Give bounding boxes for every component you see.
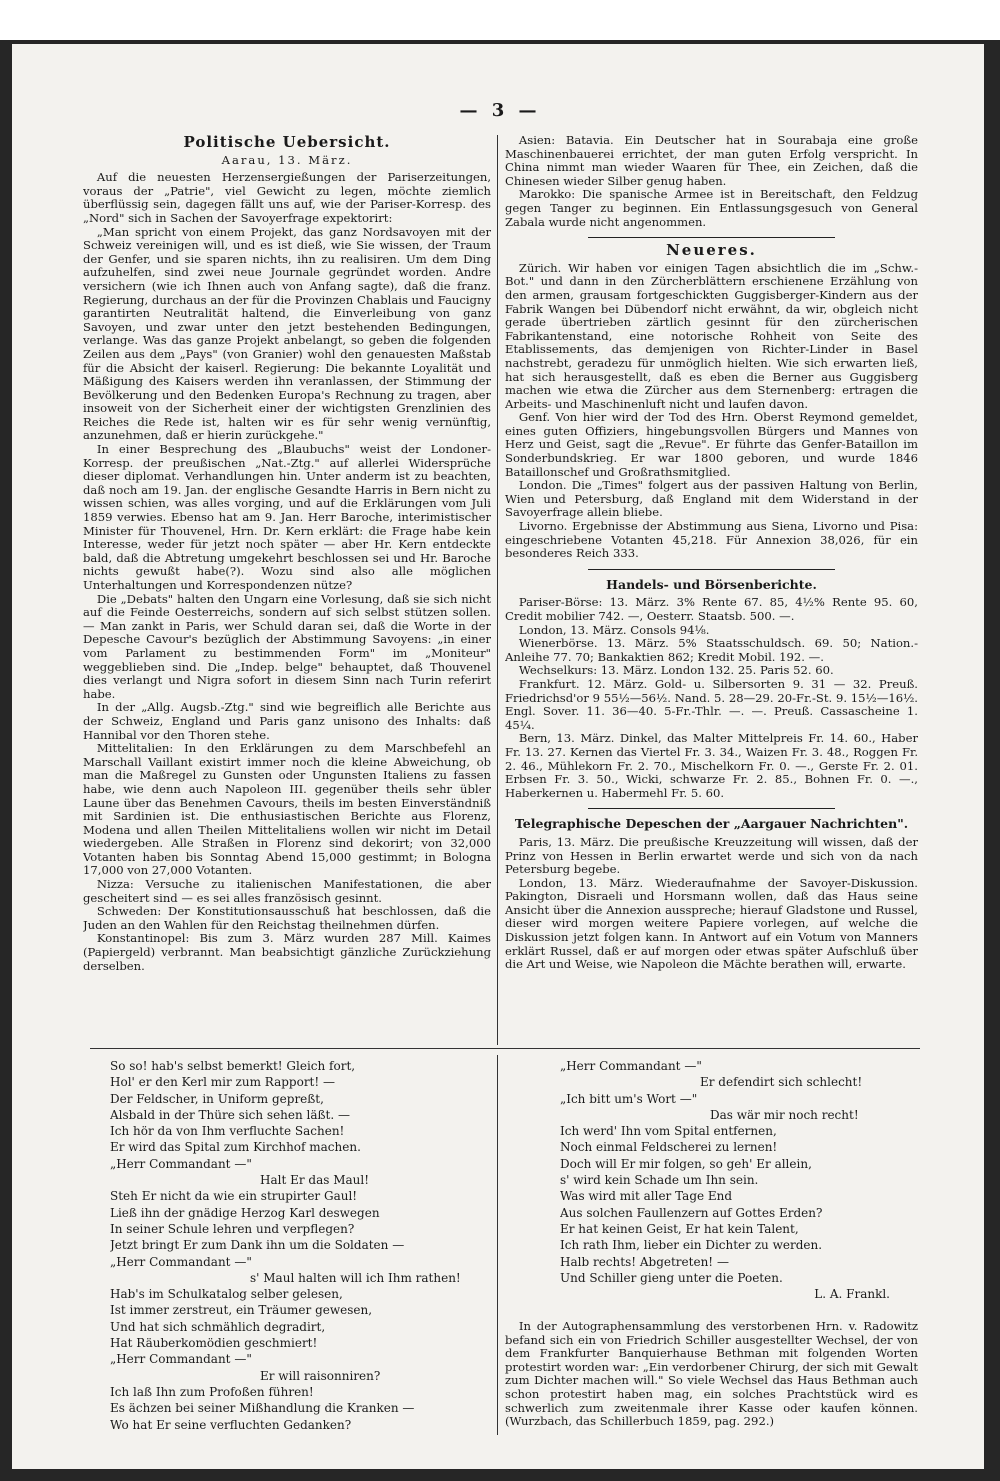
section-divider	[90, 1048, 920, 1049]
poem-line: Alsbald in der Thüre sich sehen läßt. —	[110, 1107, 351, 1122]
poem-line: Noch einmal Feldscherei zu lernen!	[560, 1140, 778, 1155]
poem-line: „Herr Commandant —"	[110, 1254, 252, 1269]
poem-left	[110, 1058, 490, 1438]
poem-line: Und Schiller gieng unter die Poeten.	[560, 1270, 783, 1285]
section-rule	[588, 569, 836, 570]
section-rule	[588, 237, 836, 238]
poem-line: Es ächzen bei seiner Mißhandlung die Kranken —	[110, 1401, 415, 1416]
poem-line: Aus solchen Faullenzern auf Gottes Erden?	[560, 1205, 823, 1220]
poem-line: Ich hör da von Ihm verfluchte Sachen!	[110, 1124, 345, 1139]
market-paragraph: Pariser-Börse: 13. März. 3% Rente 67. 85, 4½% Rente 95. 60, Credit mobilier 742. —, Oesterr. Staatsb. 500. —.	[505, 595, 918, 623]
article-paragraph: In der „Allg. Augsb.-Ztg." sind wie begreiflich alle Berichte aus der Schweiz, England und Paris ganz unisono des Inhalts: daß Hannibal vor den Thoren stehe.	[83, 700, 491, 742]
poem-line: s' Maul halten will ich Ihm rathen!	[250, 1270, 461, 1285]
telegraph-paragraph: London, 13. März. Wiederaufnahme der Savoyer-Diskussion. Pakington, Disraeli und Horsmann wollen, daß das Haus seine Ansicht über die Annexion ausspreche; hierauf Gladstone und Russel, dieser wird morgen weitere Papiere vorlegen, auf welche die Diskussion jetzt folgen kann. In Antwort auf ein Votum von Manners erklärt Russel, daß er auf morgen oder etwas später Aufschluß über die Art und Weise, wie Napoleon die Mächte berathen will, erwarte.	[505, 875, 918, 972]
poem-column-divider	[497, 1055, 498, 1435]
poem-line: In seiner Schule lehren und verpflegen?	[110, 1221, 355, 1236]
poem-signature: L. A. Frankl.	[814, 1287, 890, 1302]
poem-line: Und hat sich schmählich degradirt,	[110, 1319, 326, 1334]
poem-line: Ich rath Ihm, lieber ein Dichter zu werden.	[560, 1238, 823, 1253]
poem-line: Er will raisonniren?	[260, 1368, 381, 1383]
poem-line: „Herr Commandant —"	[110, 1156, 252, 1171]
market-paragraph: Wienerbörse. 13. März. 5% Staatsschuldsch. 69. 50; Nation.-Anleihe 77. 70; Bankaktien 862; Kredit Mobil. 192. —.	[505, 636, 918, 664]
article-paragraph: Konstantinopel: Bis zum 3. März wurden 287 Mill. Kaimes (Papiergeld) verbrannt. Man beabsichtigt gänzliche Zurückziehung derselben.	[83, 931, 491, 973]
poem-line: Er defendirt sich schlecht!	[700, 1075, 863, 1090]
news-paragraph: Zürich. Wir haben vor einigen Tagen absichtlich die im „Schw.-Bot." und dann in den Zürcherblättern erschienene Erzählung von den armen, grausam fortgeschickten Guggisberger-Kindern aus der Fabrik Wangen bei Dübendorf nicht erwähnt, da wir, obgleich nicht gerade übertrieben zärtlich gesinnt für den zürcherischen Fabrikantenstand, eine notorische Rohheit von Seite des Etablissements, das demjenigen von Richter-Linder in Basel nachstrebt, geradezu für unmöglich hielten. Wie sich erwarten ließ, hat sich herausgestellt, daß es eben die Berner aus Guggisberg machen wie etwa die Zürcher aus dem Sternenberg: ertragen die Arbeits- und Maschinenluft nicht und laufen davon.	[505, 260, 918, 411]
telegraph-paragraph: Paris, 13. März. Die preußische Kreuzzeitung will wissen, daß der Prinz von Hessen in Berlin erwartet werde und sich von da nach Petersburg begebe.	[505, 834, 918, 877]
market-paragraph: Frankfurt. 12. März. Gold- u. Silbersorten 9. 31 — 32. Preuß. Friedrichsd'or 9 55½—56½. Nand. 5. 28—29. 20-Fr.-St. 9. 15½—16½. Engl. Sover. 11. 36—40. 5-Fr.-Thlr. —. —. Preuß. Cassascheine 1. 45¼.	[505, 676, 918, 732]
poem-line: Er wird das Spital zum Kirchhof machen.	[110, 1140, 361, 1155]
section-rule	[588, 808, 836, 809]
poem-line: „Herr Commandant —"	[560, 1059, 702, 1073]
poem-line: Ist immer zerstreut, ein Träumer gewesen,	[110, 1303, 373, 1318]
heading-telegraphische-depeschen: Telegraphische Depeschen der „Aargauer Nachrichten".	[514, 816, 909, 832]
left-column	[83, 134, 491, 1044]
right-column	[505, 134, 918, 1044]
article-paragraph: Mittelitalien: In den Erklärungen zu dem Marschbefehl an Marschall Vaillant existirt immer noch die kleine Abweichung, ob man die Maßregel zu Gunsten oder Ungunsten Italiens zu fassen habe, wie denn auch Napoleon III. gegenüber theils sehr übler Laune über das Benehmen Cavours, theils im besten Einverständniß mit Sardinien ist. Die enthusiastischen Berichte aus Florenz, Modena und allen Theilen Mittelitaliens wollen wir nicht im Detail wiedergeben. Alle Straßen in Florenz sind dekorirt; von 32,000 Votanten haben bis Sonntag Abend 15,000 gestimmt; in Bologna 17,000 von 27,000 Votanten.	[83, 741, 491, 878]
article-paragraph: Die „Debats" halten den Ungarn eine Vorlesung, daß sie sich nicht auf die Feinde Oesterreichs, sondern auf sich selbst stützen sollen. — Man zankt in Paris, wer Schuld daran sei, daß die Worte in der Depesche Cavour's bezüglich der Abstimmung Savoyens: „in einer vom Parlament zu bestimmenden Form" im „Moniteur" weggeblieben sind. Die „Indep. belge" behauptet, daß Thouvenel dies verlangt und Nigra sofort in diesem Sinn nach Turin referirt habe.	[83, 591, 491, 701]
article-paragraph: Asien: Batavia. Ein Deutscher hat in Sourabaja eine große Maschinenbauerei errichtet, der man guten Erfolg verspricht. In China nimmt man wieder Waaren für Thee, ein Zeichen, daß die Chinesen wieder Silber genug haben.	[505, 134, 918, 188]
poem-line: Ich laß Ihn zum Profoßen führen!	[110, 1384, 314, 1399]
article-paragraph: Marokko: Die spanische Armee ist in Bereitschaft, den Feldzug gegen Tanger zu beginnen. Ein Entlassungsgesuch von General Zabala wurde nicht angenommen.	[505, 187, 918, 229]
market-paragraph: Bern, 13. März. Dinkel, das Malter Mittelpreis Fr. 14. 60., Haber Fr. 13. 27. Kernen das Viertel Fr. 3. 34., Waizen Fr. 3. 48., Roggen Fr. 2. 46., Mühlekorn Fr. 2. 70., Mischelkorn Fr. 0. —., Gerste Fr. 2. 01. Erbsen Fr. 3. 50., Wicki, schwarze Fr. 2. 85., Bohnen Fr. 0. —., Haberkernen u. Habermehl Fr. 5. 60.	[505, 731, 918, 800]
heading-handels-boersenberichte: Handels- und Börsenberichte.	[606, 576, 817, 592]
heading-politische-uebersicht: Politische Uebersicht.	[183, 134, 391, 151]
news-paragraph: London. Die „Times" folgert aus der passiven Haltung von Berlin, Wien und Petersburg, daß England mit dem Widerstand in der Savoyerfrage allein bliebe.	[505, 478, 918, 520]
poem-line: Das wär mir noch recht!	[710, 1107, 859, 1122]
poem-line: „Ich bitt um's Wort —"	[560, 1091, 698, 1106]
poem-line: Steh Er nicht da wie ein strupirter Gaul!	[110, 1189, 358, 1204]
poem-line: „Herr Commandant —"	[110, 1352, 252, 1367]
poem-line: Der Feldscher, in Uniform gepreßt,	[110, 1091, 324, 1106]
poem-line: Hol' er den Kerl mir zum Rapport! —	[110, 1075, 336, 1090]
page-number: — 3 —	[459, 100, 541, 121]
poem-right	[560, 1058, 920, 1308]
column-divider	[497, 135, 498, 1045]
market-paragraph: Wechselkurs: 13. März. London 132. 25. Paris 52. 60.	[518, 663, 834, 678]
news-paragraph: Livorno. Ergebnisse der Abstimmung aus Siena, Livorno und Pisa: eingeschriebene Votanten 45,218. Für Annexion 38,026, für ein besonderes Reich 333.	[505, 519, 918, 561]
poem-line: Was wird mit aller Tage End	[560, 1189, 733, 1204]
article-paragraph: In einer Besprechung des „Blaubuchs" weist der Londoner-Korresp. der preußischen „Nat.-Ztg." auf allerlei Widersprüche dieser diplomat. Verhandlungen hin. Unter anderm ist zu beachten, daß noch am 19. Jan. der englische Gesandte Harris in Bern nicht zu wissen schien, was alles vorging, und auf die Erklärungen vom Juli 1859 verwies. Ebenso hat am 9. Jan. Herr Baroche, interimistischer Minister für Thouvenel, Hrn. Dr. Kern erklärt: die Frage habe kein Interesse, weder für jetzt noch später — aber Hr. Kern entdeckte bald, daß die Abtretung umgekehrt beschlossen sei und Hr. Baroche nichts gewußt habe(?). Wozu sind also alle möglichen Unterhaltungen und Korrespondenzen nütze?	[83, 442, 491, 592]
dateline: Aarau, 13. März.	[221, 152, 353, 167]
autograph-article	[505, 1320, 918, 1435]
poem-line: Er hat keinen Geist, Er hat kein Talent,	[560, 1221, 799, 1236]
article-paragraph: Auf die neuesten Herzensergießungen der Pariserzeitungen, voraus der „Patrie", viel Gewicht zu legen, möchte ziemlich überflüssig sein, dagegen fällt uns auf, wie der Pariser-Korresp. des „Nord" sich in Sachen der Savoyerfrage expektorirt:	[83, 170, 491, 225]
heading-neueres: Neueres.	[666, 241, 757, 260]
poem-line: Halt Er das Maul!	[260, 1173, 370, 1188]
poem-line: Ich werd' Ihn vom Spital entfernen,	[560, 1124, 777, 1139]
poem-line: s' wird kein Schade um Ihn sein.	[560, 1173, 759, 1188]
market-paragraph: London, 13. März. Consols 94⅛.	[518, 622, 710, 637]
news-paragraph: Genf. Von hier wird der Tod des Hrn. Oberst Reymond gemeldet, eines guten Offiziers, hingebungsvollen Bürgers und Mannes von Herz und Geist, sagt die „Revue". Er führte das Genfer-Bataillon im Sonderbundskrieg. Er war 1800 geboren, und wurde 1846 Bataillonschef und Großrathsmitglied.	[505, 410, 918, 479]
poem-line: Hab's im Schulkatalog selber gelesen,	[110, 1287, 343, 1302]
article-paragraph: „Man spricht von einem Projekt, das ganz Nordsavoyen mit der Schweiz vereinigen will, und es ist dieß, wie Sie wissen, der Traum der Genfer, und sie sparen nichts, ihn zu realisiren. Um dem Ding aufzuhelfen, sind zwei neue Journale gegründet worden. Andre versichern (wie ich Ihnen auch von Anfang sagte), daß die franz. Regierung, durchaus an der für die Provinzen Chablais und Faucigny garantirten Neutralität haltend, die Einverleibung von ganz Savoyen, und zwar unter den jetzt bestehenden Bedingungen, verlange. Was das ganze Projekt anbelangt, so geben die folgenden Zeilen aus dem „Pays" (von Granier) wohl den genauesten Maßstab für die Absicht der kaiserl. Regierung: Die bekannte Loyalität und Mäßigung des Kaisers werden ihn veranlassen, der Stimmung der Bevölkerung und den Bedenken Europa's Rechnung zu tragen, aber insoweit von der Sicherheit einer der wichtigsten Grenzlinien des Reiches die Rede ist, halten wir es für sehr wenig vernünftig, anzunehmen, daß er hierin zurückgehe."	[83, 224, 491, 443]
poem-line: Hat Räuberkomödien geschmiert!	[110, 1336, 318, 1351]
article-paragraph: In der Autographensammlung des verstorbenen Hrn. v. Radowitz befand sich ein von Friedrich Schiller ausgestellter Wechsel, der von dem Frankfurter Banquierhause Bethman mit folgenden Worten protestirt worden war: „Ein verdorbener Chirurg, der sich mit Gewalt zum Dichter machen will." So viele Wechsel das Haus Bethman auch schon protestirt haben mag, ein solches Prachtstück wird es schwerlich zum zweitenmale ihrer Kasse oder kaufen können. (Wurzbach, das Schillerbuch 1859, pag. 292.)	[505, 1320, 918, 1429]
poem-line: So so! hab's selbst bemerkt! Gleich fort,	[110, 1059, 356, 1073]
poem-line: Doch will Er mir folgen, so geh' Er allein,	[560, 1156, 812, 1171]
poem-line: Wo hat Er seine verfluchten Gedanken?	[110, 1417, 352, 1432]
poem-line: Jetzt bringt Er zum Dank ihn um die Soldaten —	[110, 1238, 405, 1253]
poem-line: Ließ ihn der gnädige Herzog Karl deswegen	[110, 1205, 380, 1220]
article-paragraph: Schweden: Der Konstitutionsausschuß hat beschlossen, daß die Juden an den Wahlen für den Reichstag theilnehmen dürfen.	[83, 904, 491, 932]
article-paragraph: Nizza: Versuche zu italienischen Manifestationen, die aber gescheitert sind — es sei alles französisch gesinnt.	[83, 877, 491, 905]
poem-line: Halb rechts! Abgetreten! —	[560, 1254, 729, 1269]
